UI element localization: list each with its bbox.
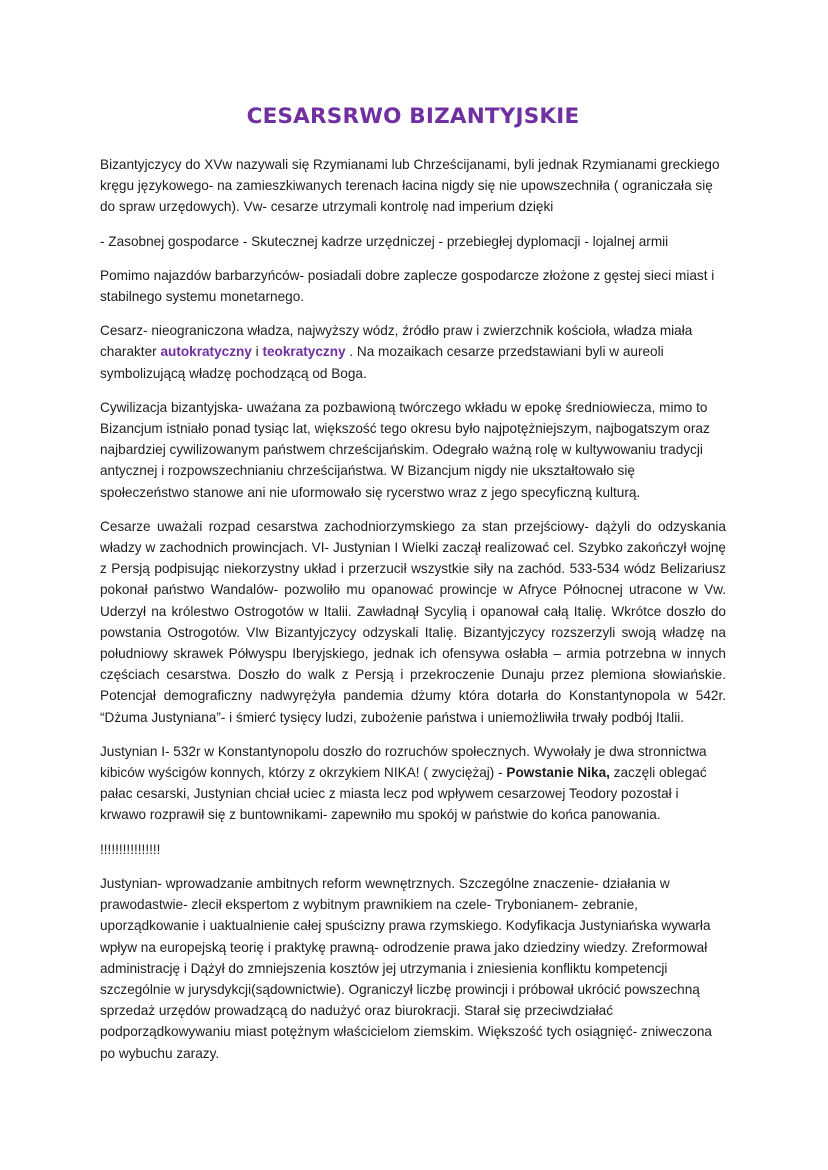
nika-text-end: zaczęli oblegać pałac cesarski, Justynian chciał uciec z miasta lecz pod wpływem cesarzowej Teodory pozostał i krwawo rozprawił się z buntownikami- zapewniło mu spokój w państwie do końca panowania.: [100, 765, 707, 823]
paragraph-reconquest: Cesarze uważali rozpad cesarstwa zachodniorzymskiego za stan przejściowy- dążyli do odzyskania władzy w zachodnich prowincjach. VI- Justynian I Wielki zaczął realizować cel. Szybko zakończył wojnę z Persją podpisując niekorzystny układ i przerzucił wszystkie siły na zachód. 533-534 wódz Belizariusz pokonał państwo Wandalów- pozwoliło mu opanować prowincje w Afryce Północnej utracone w Vw. Uderzył na królestwo Ostrogotów w Italii. Zawładnął Sycylią i opanował całą Italię. Wkrótce doszło do powstania Ostrogotów. VIw Bizantyjczycy odzyskali Italię. Bizantyjczycy rozszerzyli swoją władzę na południowy skrawek Półwyspu Iberyjskiego, jednak ich ofensywa osłabła – armia potrzebna w innych częściach cesarstwa. Doszło do walk z Persją i przekroczenie Dunaju przez plemiona słowiańskie. Potencjał demograficzny nadwyrężyła pandemia dżumy która dotarła do Konstantynopola w 542r. “Dżuma Justyniana”- i śmierć tysięcy ludzi, zubożenie państwa i uniemożliwiła trwały podbój Italii.: [100, 518, 726, 725]
paragraph-economy: Pomimo najazdów barbarzyńców- posiadali dobre zaplecze gospodarcze złożone z gęstej sieci miast i stabilnego systemu monetarnego.: [100, 267, 715, 305]
document-page: [100, 100, 726, 1077]
term-autocratic: autokratyczny: [160, 344, 252, 360]
document-title: CESARSRWO BIZANTYJSKIE: [246, 104, 580, 129]
paragraph-emperor: [100, 320, 726, 384]
emperor-text-and: i: [251, 344, 263, 360]
term-theocratic: teokratyczny: [262, 344, 346, 360]
paragraph-reforms: Justynian- wprowadzanie ambitnych reform wewnętrznych. Szczególne znaczenie- działania w prawodastwie- zlecił ekspertom z wybitnym prawnikiem na czele- Trybonianem- zebranie, uporządkowanie i uaktualnienie całej spuścizny prawa rzymskiego. Kodyfikacja Justyniańska wywarła wpływ na europejską teorię i praktykę prawną- odrodzenie prawa jako dziedziny wiedzy. Zreformował administrację i Dążył do zmniejszenia kosztów jej utrzymania i zniesienia konfliktu kompetencji szczególnie w jurysdykcji(sądownictwie). Ograniczył liczbę prowincji i próbował ukrócić powszechną sprzedaż urzędów prowadzącą do nadużyć oraz biurokracji. Starał się przeciwdziałać podporządkowywaniu miast potężnym właścicielom ziemskim. Większość tych osiągnięć- zniweczona po wybuchu zarazy.: [100, 875, 712, 1061]
paragraph-intro: Bizantyjczycy do XVw nazywali się Rzymianami lub Chrześcijanami, byli jednak Rzymianami greckiego kręgu językowego- na zamieszkiwanych terenach łacina nigdy się nie upowszechniła ( ograniczała się do spraw urzędowych). Vw- cesarze utrzymali kontrolę nad imperium dzięki: [100, 157, 720, 215]
nika-text-start: Justynian I- 532r w Konstantynopolu doszło do rozruchów społecznych. Wywołały je dwa stronnictwa kibiców wyścigów konnych, którzy z okrzykiem NIKA! ( zwyciężaj) -: [100, 743, 707, 781]
paragraph-nika-riots: [100, 741, 726, 826]
emperor-text-start: Cesarz- nieograniczona władza, najwyższy wódz, źródło praw i zwierzchnik kościoła, władza miała charakter: [100, 323, 693, 360]
exclamation-separator: !!!!!!!!!!!!!!!!: [100, 841, 161, 857]
paragraph-civilization: Cywilizacja bizantyjska- uważana za pozbawioną twórczego wkładu w epokę średniowiecza, mimo to Bizancjum istniało ponad tysiąc lat, większość tego okresu było najpotężniejszym, najbogatszym oraz najbardziej cywilizowanym państwem chrześcijańskim. Odegrało ważną rolę w kultywowaniu tradycji antycznej i rozpowszechnianiu chrześcijaństwa. W Bizancjum nigdy nie ukształtowało się społeczeństwo stanowe ani nie uformowało się rycerstwo wraz z jego specyficzną kulturą.: [100, 399, 710, 500]
paragraph-strengths-list: - Zasobnej gospodarce - Skutecznej kadrze urzędniczej - przebiegłej dyplomacji - lojalnej armii: [100, 233, 669, 249]
emperor-text-end: . Na mozaikach cesarze przedstawiani byli w aureoli symbolizującą władzę pochodzącą od Boga.: [100, 344, 664, 381]
nika-uprising-term: Powstanie Nika,: [506, 765, 610, 781]
